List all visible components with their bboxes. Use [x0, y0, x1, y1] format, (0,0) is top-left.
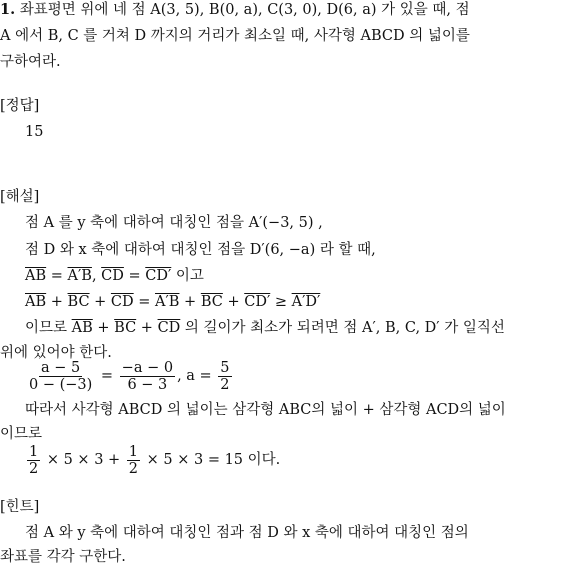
problem-line-2: A 에서 B, C 를 거쳐 D 까지의 거리가 최소일 때, 사각형 ABCD 의 넓이를 [0, 28, 470, 44]
numerator: 5 [220, 359, 230, 376]
solution-header: [해설] [0, 189, 40, 205]
denominator: 2 [29, 460, 39, 477]
mid-text: × 5 × 3 + [42, 452, 125, 468]
segment-apb: A′B [155, 294, 180, 310]
numerator: a − 5 [41, 359, 81, 376]
segment-apdp: A′D′ [291, 294, 321, 310]
hint-line-1: 점 A 와 y 축에 대하여 대칭인 점과 점 D 와 x 축에 대하여 대칭인 점의 [25, 525, 469, 541]
text-pre: 이므로 [25, 320, 72, 336]
solution-line-4 [25, 292, 320, 312]
op-plus: + [46, 294, 68, 310]
segment-cdp: CD′ [145, 268, 172, 284]
solution-line-3 [25, 266, 204, 286]
op-eq: = [123, 268, 146, 284]
op-eq: = [133, 294, 156, 310]
denominator: 2 [128, 460, 139, 477]
fraction [27, 444, 40, 477]
segment-ab: $\overline{AB}$ [25, 294, 47, 310]
fraction [120, 360, 175, 393]
segment-cd: $\overline{CD}$ [101, 268, 124, 284]
numerator: 1 [29, 443, 39, 460]
numerator: 1 [128, 443, 139, 460]
op-ge: ≥ [270, 294, 292, 310]
answer-header: [정답] [0, 98, 40, 114]
op-plus: + [222, 294, 245, 310]
segment-bc: $\overline{BC}$ [200, 294, 223, 310]
fraction [218, 360, 231, 393]
solution-line-2: 점 D 와 x 축에 대하여 대칭인 점을 D′(6, −a) 라 할 때, [25, 242, 376, 258]
mid-text: , a = [177, 368, 217, 384]
problem-line-1 [0, 0, 470, 20]
segment-ab: $\overline{AB}$ [25, 268, 47, 284]
sep: , [91, 268, 102, 284]
segment-cdp: CD′ [244, 294, 271, 310]
segment-apb: A′B [67, 268, 92, 284]
solution-line-8: 이므로 [0, 426, 43, 442]
mid-text: × 5 × 3 = 15 이다. [142, 452, 281, 468]
denominator: 0 − (−3) [29, 376, 93, 393]
solution-line-1: 점 A 를 y 축에 대하여 대칭인 점을 A′(−3, 5) , [25, 215, 323, 231]
segment-ab: $\overline{AB}$ [71, 320, 93, 336]
solution-line-7: 따라서 사각형 ABCD 의 넓이는 삼각형 ABC의 넓이 + 삼각형 ACD의 넓이 [25, 402, 506, 418]
segment-cd: $\overline{CD}$ [110, 294, 134, 310]
denominator: 6 − 3 [127, 376, 168, 393]
op-eq: = [46, 268, 68, 284]
op-eq: = [96, 368, 118, 384]
hint-header: [힌트] [0, 499, 40, 515]
numerator: −a − 0 [121, 359, 174, 376]
text-post: 의 길이가 최소가 되려면 점 A′, B, C, D′ 가 일직선 [180, 320, 505, 336]
solution-line-6: 위에 있어야 한다. [0, 345, 112, 361]
solution-formula-1 [25, 358, 234, 394]
fraction [27, 360, 94, 393]
op-plus: + [89, 294, 111, 310]
op-plus: + [179, 294, 201, 310]
segment-bc: $\overline{BC}$ [67, 294, 90, 310]
denominator: 2 [220, 376, 230, 393]
solution-line-5 [25, 318, 505, 338]
text-tail: 이고 [171, 268, 204, 284]
fraction [127, 444, 140, 477]
problem-text-1: 좌표평면 위에 네 점 A(3, 5), B(0, a), C(3, 0), D(6, a) 가 있을 때, 점 [19, 2, 470, 18]
problem-line-3: 구하여라. [0, 54, 61, 70]
hint-line-2: 좌표를 각각 구한다. [0, 549, 126, 565]
segment-cd: $\overline{CD}$ [157, 320, 181, 336]
problem-number: 1. [0, 1, 16, 18]
solution-formula-2 [25, 442, 280, 478]
op-plus: + [136, 320, 158, 336]
segment-bc: $\overline{BC}$ [114, 320, 137, 336]
answer-value: 15 [25, 124, 44, 140]
op-plus: + [92, 320, 115, 336]
